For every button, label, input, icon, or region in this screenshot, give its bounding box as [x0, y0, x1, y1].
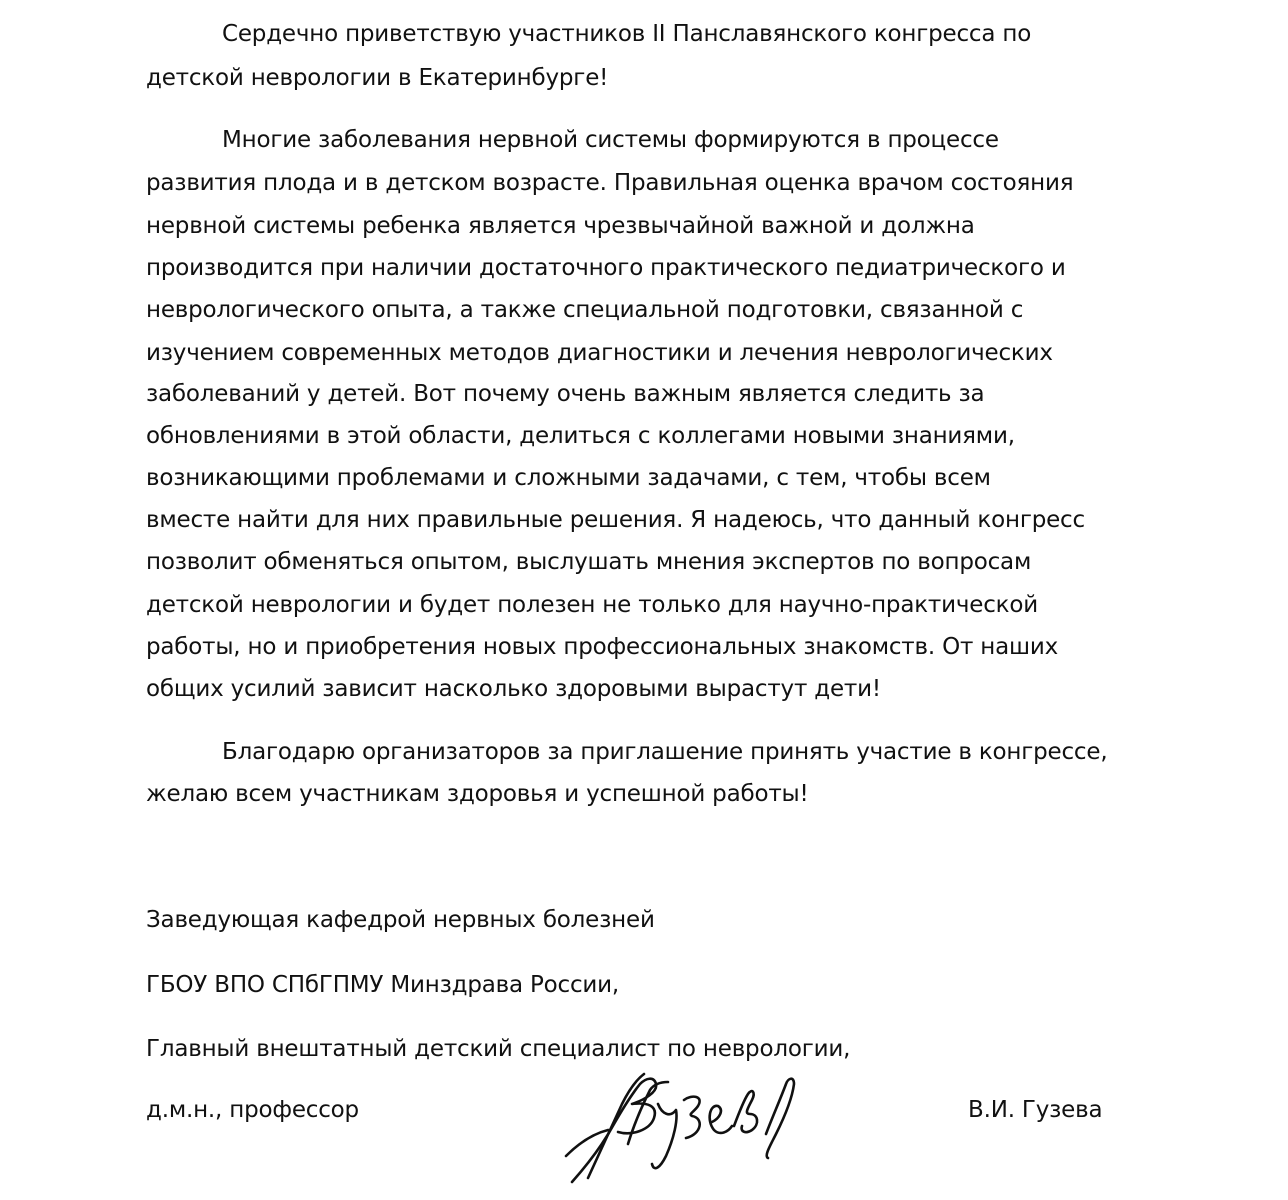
body-line: неврологического опыта, а также специальной подготовки, связанной с [146, 297, 1024, 323]
body-line: развития плода и в детском возрасте. Правильная оценка врачом состояния [146, 170, 1074, 196]
role-line: Главный внештатный детский специалист по неврологии, [146, 1036, 851, 1062]
greeting-line: детской неврологии в Екатеринбурге! [146, 65, 609, 91]
signatory-name: В.И. Гузева [968, 1097, 1103, 1123]
closing-line: желаю всем участникам здоровья и успешной работы! [146, 781, 809, 807]
body-line: вместе найти для них правильные решения. Я надеюсь, что данный конгресс [146, 507, 1085, 533]
greeting-line: Сердечно приветствую участников II Панславянского конгресса по [222, 21, 1032, 47]
body-line: позволит обменяться опытом, выслушать мнения экспертов по вопросам [146, 549, 1032, 575]
body-line: изучением современных методов диагностики и лечения неврологических [146, 340, 1053, 366]
body-line: производится при наличии достаточного практического педиатрического и [146, 255, 1066, 281]
body-line: заболеваний у детей. Вот почему очень важным является следить за [146, 381, 985, 407]
body-line: работы, но и приобретения новых профессиональных знакомств. От наших [146, 634, 1059, 660]
closing-line: Благодарю организаторов за приглашение принять участие в конгрессе, [222, 739, 1108, 765]
body-line: нервной системы ребенка является чрезвычайной важной и должна [146, 213, 975, 239]
body-line: возникающими проблемами и сложными задачами, с тем, чтобы всем [146, 465, 991, 491]
handwritten-signature [558, 1060, 818, 1200]
body-line: общих усилий зависит насколько здоровыми вырастут дети! [146, 676, 881, 702]
body-line: обновлениями в этой области, делиться с коллегами новыми знаниями, [146, 423, 1015, 449]
degree-line: д.м.н., профессор [146, 1097, 359, 1123]
institution-line: ГБОУ ВПО СПбГПМУ Минздрава России, [146, 972, 620, 998]
position-line: Заведующая кафедрой нервных болезней [146, 907, 655, 933]
body-line: Многие заболевания нервной системы формируются в процессе [222, 127, 999, 153]
body-line: детской неврологии и будет полезен не только для научно-практической [146, 592, 1038, 618]
